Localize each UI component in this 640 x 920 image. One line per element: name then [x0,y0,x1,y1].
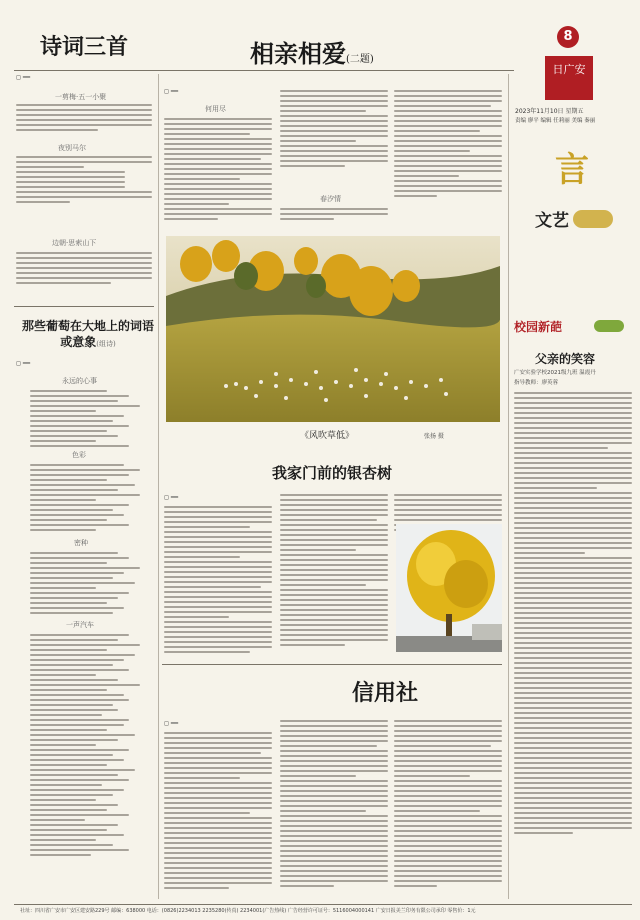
credit-col-1 [164,732,272,889]
poems-author-tag: ◻ ━━ [16,74,31,81]
poem-3-text [16,252,152,284]
leaf-ornament-icon [594,320,624,332]
left-column-rule [158,74,159,899]
poem-title-3: 边朝·思索山下 [52,239,97,247]
meadow-photo-art [166,236,500,422]
love-author-tag: ◻ ━━ [164,88,179,95]
love-title-1: 何用尽 [205,105,226,113]
editor-credits: 责编 廖平 编辑 任莉丽 美编 秦丽 [515,118,596,124]
ginkgo-col-2 [280,494,388,646]
paper-logo [545,56,593,100]
love-col-1 [164,118,272,220]
poem-2-text [16,156,152,203]
top-rule [14,70,514,71]
credit-col-2 [280,720,388,887]
campus-banner-text: 校园新葩 [514,320,563,334]
photo-credit: 张扬 摄 [424,433,444,440]
issue-date: 2023年11月10日 星期五 [515,108,584,115]
love-headline [250,34,374,69]
love-col-2 [280,90,388,167]
love-headline-text: 相亲相爱 [250,39,346,68]
grape-title-4: 一声汽车 [66,621,94,629]
ginkgo-photo [396,524,502,652]
love-col-2b [280,208,388,220]
ginkgo-photo-art [396,524,502,652]
grape-4-text [30,634,140,856]
poem-1-text [16,104,152,131]
middle-divider [162,664,502,665]
ginkgo-col-1 [164,506,272,653]
love-col-3 [394,90,502,197]
love-title-2: 春汐情 [320,195,341,203]
grape-2-text [30,464,140,531]
section-ornament [573,210,613,228]
calligraphy-mark: ⾔ [555,150,589,190]
masthead [515,20,630,230]
grapes-headline-text: 那些葡萄在大地上的词语或意象 [21,319,154,349]
grape-title-2: 色彩 [72,451,86,459]
ginkgo-headline: 我家门前的银杏树 [272,464,393,482]
grape-title-3: 密种 [74,539,88,547]
smile-headline: 父亲的笑容 [535,352,596,366]
grapes-author-tag: ◻ ━━ [16,360,31,367]
credit-col-3 [394,720,502,887]
poems-headline: 诗词三首 [40,34,129,60]
smile-school: 广安实验学校2021级九班 温霞丹 [514,370,596,376]
campus-banner [514,316,632,338]
grapes-headline [18,318,158,352]
ginkgo-author-tag: ◻ ━━ [164,494,179,501]
grapes-subtitle: (组诗) [96,340,116,348]
footer: 社址：四川省广安市广安区建安路229号 邮编：638000 电话：(0826)2234013 2235280(传真) 2234001(广告热线) 广告经营许可证号：5116004000141 广安日报美兰印务有限公司承印 零售价：1元 [20,908,476,914]
left-divider [14,306,154,307]
love-subtitle: (二题) [346,54,374,65]
page-number-badge: 8 [557,26,579,48]
poem-title-2: 夜别马尔 [58,144,86,152]
paper-name: 日广安 [552,63,586,76]
meadow-photo [166,236,500,422]
grape-3-text [30,552,140,614]
smile-text [514,392,632,834]
section-name: 文艺 [535,211,569,231]
right-column-rule [508,74,509,899]
smile-teacher: 指导教师：廖英蓉 [514,380,559,386]
photo-caption: 《风吹草低》 [300,431,355,441]
grape-1-text [30,390,140,447]
footer-rule [14,904,632,905]
credit-headline: 信用社 [352,680,419,706]
credit-author-tag: ◻ ━━ [164,720,179,727]
grape-title-1: 永远的心事 [62,377,97,385]
poem-title-1: 一剪梅·五一小聚 [55,93,107,101]
